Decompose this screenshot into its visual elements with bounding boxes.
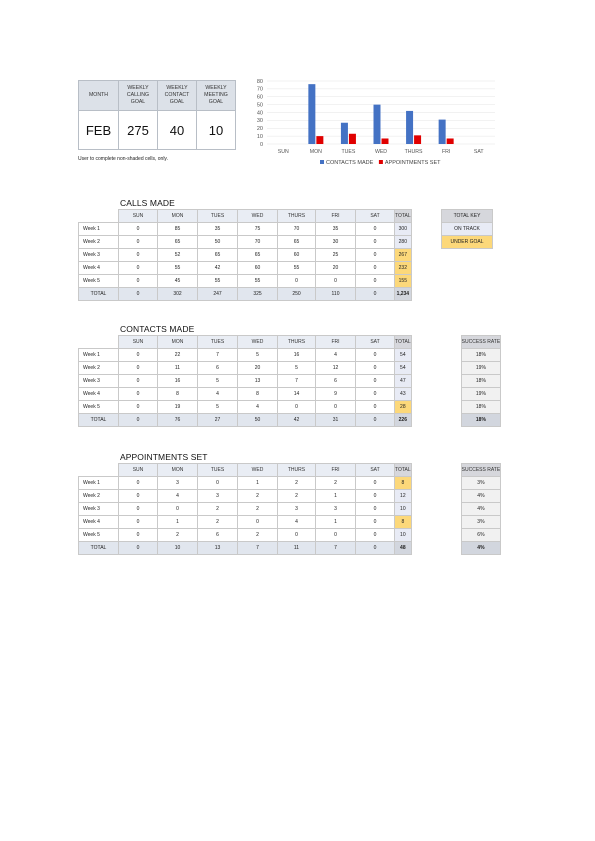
day-cell[interactable]: 2: [198, 516, 238, 529]
day-total: 10: [158, 542, 198, 555]
day-cell[interactable]: 0: [278, 529, 316, 542]
table-row: [79, 490, 501, 503]
day-cell[interactable]: 0: [119, 223, 158, 236]
day-header: TUES: [198, 210, 238, 223]
day-cell[interactable]: 0: [158, 503, 198, 516]
bar-appointments-set: [382, 138, 389, 144]
day-cell[interactable]: 0: [356, 262, 395, 275]
day-cell[interactable]: 70: [278, 223, 316, 236]
day-cell[interactable]: 0: [356, 529, 395, 542]
totals-row: [79, 288, 412, 301]
spacer: [411, 516, 461, 529]
day-header: THURS: [278, 336, 316, 349]
spacer: [411, 362, 461, 375]
day-header: WED: [238, 464, 278, 477]
day-cell[interactable]: 60: [278, 249, 316, 262]
day-cell[interactable]: 13: [238, 375, 278, 388]
day-header: SAT: [356, 464, 395, 477]
day-total: 0: [119, 414, 158, 427]
bar-appointments-set: [447, 138, 454, 144]
day-header: THURS: [278, 210, 316, 223]
day-cell[interactable]: 0: [119, 529, 158, 542]
x-tick-label: SUN: [277, 149, 289, 155]
day-total: 13: [198, 542, 238, 555]
day-header: SAT: [356, 336, 395, 349]
legend-label: APPOINTMENTS SET: [384, 160, 441, 166]
success-rate-cell: 3%: [461, 477, 501, 490]
week-label: Week 5: [79, 401, 119, 414]
day-cell[interactable]: 5: [238, 349, 278, 362]
day-cell[interactable]: 5: [278, 362, 316, 375]
day-cell[interactable]: 55: [158, 262, 198, 275]
week-label: Week 5: [79, 529, 119, 542]
day-total: 0: [356, 414, 395, 427]
day-cell[interactable]: 2: [238, 503, 278, 516]
total-header: TOTAL: [395, 210, 412, 223]
day-cell[interactable]: 55: [238, 275, 278, 288]
appointments-table: [78, 463, 501, 555]
day-cell[interactable]: 0: [119, 516, 158, 529]
x-tick-label: TUES: [341, 149, 356, 155]
day-cell[interactable]: 0: [356, 349, 395, 362]
spacer: [411, 388, 461, 401]
table-row: [79, 401, 501, 414]
y-tick-label: 10: [256, 133, 263, 140]
goal-header: WEEKLY MEETING GOAL: [197, 81, 236, 111]
day-header: WED: [238, 210, 278, 223]
day-cell[interactable]: 7: [278, 375, 316, 388]
goal-header: WEEKLY CONTACT GOAL: [158, 81, 197, 111]
week-total: 280: [395, 236, 412, 249]
table-row: [79, 262, 412, 275]
day-total: 50: [238, 414, 278, 427]
day-cell[interactable]: 6: [198, 529, 238, 542]
day-cell[interactable]: 3: [198, 490, 238, 503]
legend-swatch: [379, 160, 383, 164]
total-header: TOTAL: [395, 464, 412, 477]
table-row: [79, 223, 412, 236]
day-cell[interactable]: 4: [316, 349, 356, 362]
day-cell[interactable]: 75: [238, 223, 278, 236]
calls-table: [78, 209, 412, 301]
total-key-header: TOTAL KEY: [442, 210, 493, 223]
day-cell[interactable]: 2: [158, 529, 198, 542]
day-total: 110: [316, 288, 356, 301]
contact-goal-value[interactable]: 40: [158, 111, 197, 150]
spacer: [411, 464, 461, 477]
day-header: SAT: [356, 210, 395, 223]
day-cell[interactable]: 5: [198, 401, 238, 414]
spacer: [411, 401, 461, 414]
day-cell[interactable]: 2: [278, 490, 316, 503]
day-total: 7: [238, 542, 278, 555]
success-rate-cell: 6%: [461, 529, 501, 542]
week-total: 43: [395, 388, 412, 401]
y-tick-label: 30: [256, 118, 263, 125]
day-cell[interactable]: 0: [356, 490, 395, 503]
success-rate-header: SUCCESS RATE: [461, 336, 501, 349]
x-tick-label: WED: [374, 149, 388, 155]
day-total: 0: [119, 542, 158, 555]
day-cell[interactable]: 0: [119, 375, 158, 388]
week-label: Week 3: [79, 503, 119, 516]
week-total: 8: [395, 516, 412, 529]
success-rate-total: 18%: [461, 414, 501, 427]
calling-goal-value[interactable]: 275: [119, 111, 158, 150]
day-cell[interactable]: 30: [316, 236, 356, 249]
week-label: Week 4: [79, 516, 119, 529]
week-label: Week 2: [79, 362, 119, 375]
y-tick-label: 70: [256, 86, 263, 93]
bar-contacts-made: [439, 120, 446, 144]
day-cell[interactable]: 16: [158, 375, 198, 388]
day-cell[interactable]: 0: [356, 275, 395, 288]
bar-contacts-made: [341, 123, 348, 144]
day-cell[interactable]: 0: [198, 477, 238, 490]
day-cell[interactable]: 0: [278, 275, 316, 288]
appointments-title: APPOINTMENTS SET: [120, 452, 208, 462]
instruction-note: User to complete non-shaded cells, only.: [78, 156, 168, 162]
day-cell[interactable]: 0: [278, 401, 316, 414]
on-track-key: ON TRACK: [442, 223, 493, 236]
day-cell[interactable]: 1: [158, 516, 198, 529]
totals-label: TOTAL: [79, 542, 119, 555]
day-cell[interactable]: 65: [158, 236, 198, 249]
success-rate-cell: 18%: [461, 375, 501, 388]
day-header: WED: [238, 336, 278, 349]
day-total: 0: [356, 288, 395, 301]
success-rate-cell: 19%: [461, 388, 501, 401]
day-cell[interactable]: 20: [238, 362, 278, 375]
day-cell[interactable]: 16: [278, 349, 316, 362]
day-cell[interactable]: 0: [356, 477, 395, 490]
week-total: 8: [395, 477, 412, 490]
day-cell[interactable]: 0: [119, 349, 158, 362]
meeting-goal-value[interactable]: 10: [197, 111, 236, 150]
day-cell[interactable]: 0: [238, 516, 278, 529]
success-rate-cell: 4%: [461, 503, 501, 516]
day-cell[interactable]: 2: [238, 529, 278, 542]
day-cell[interactable]: 0: [356, 236, 395, 249]
day-total: 7: [316, 542, 356, 555]
day-cell[interactable]: 0: [356, 388, 395, 401]
day-total: 42: [278, 414, 316, 427]
day-total: 11: [278, 542, 316, 555]
day-cell[interactable]: 35: [316, 223, 356, 236]
spacer: [411, 414, 461, 427]
y-tick-label: 0: [259, 141, 263, 148]
day-cell[interactable]: 0: [316, 401, 356, 414]
week-total: 10: [395, 529, 412, 542]
totals-row: [79, 414, 501, 427]
day-cell[interactable]: 35: [198, 223, 238, 236]
success-rate-header: SUCCESS RATE: [461, 464, 501, 477]
y-tick-label: 20: [256, 126, 263, 133]
day-cell[interactable]: 0: [356, 223, 395, 236]
day-cell[interactable]: 3: [158, 477, 198, 490]
day-cell[interactable]: 50: [198, 236, 238, 249]
day-cell[interactable]: 0: [119, 388, 158, 401]
day-cell[interactable]: 60: [238, 262, 278, 275]
week-label: Week 2: [79, 236, 119, 249]
day-cell[interactable]: 52: [158, 249, 198, 262]
day-header: THURS: [278, 464, 316, 477]
spacer: [411, 503, 461, 516]
day-header: FRI: [316, 464, 356, 477]
day-cell[interactable]: 0: [356, 362, 395, 375]
week-label: Week 5: [79, 275, 119, 288]
spacer: [411, 490, 461, 503]
week-label: Week 4: [79, 388, 119, 401]
day-header: FRI: [316, 336, 356, 349]
table-row: [79, 249, 412, 262]
day-cell[interactable]: 22: [158, 349, 198, 362]
week-label: Week 1: [79, 223, 119, 236]
day-cell[interactable]: 65: [278, 236, 316, 249]
week-label: Week 1: [79, 477, 119, 490]
totals-label: TOTAL: [79, 288, 119, 301]
x-tick-label: THURS: [404, 149, 423, 155]
day-cell[interactable]: 0: [119, 236, 158, 249]
spacer: [411, 542, 461, 555]
day-cell[interactable]: 4: [158, 490, 198, 503]
legend-swatch: [320, 160, 324, 164]
day-cell[interactable]: 3: [278, 503, 316, 516]
day-cell[interactable]: 55: [278, 262, 316, 275]
calls-title: CALLS MADE: [120, 198, 175, 208]
day-cell[interactable]: 3: [316, 503, 356, 516]
table-row: [79, 529, 501, 542]
week-total: 28: [395, 401, 412, 414]
day-cell[interactable]: 2: [238, 490, 278, 503]
weekly-chart: [250, 76, 500, 172]
day-cell[interactable]: 0: [119, 503, 158, 516]
bar-contacts-made: [308, 84, 315, 144]
day-cell[interactable]: 12: [316, 362, 356, 375]
day-cell[interactable]: 0: [356, 375, 395, 388]
contacts-title: CONTACTS MADE: [120, 324, 195, 334]
day-cell[interactable]: 11: [158, 362, 198, 375]
week-label: Week 3: [79, 375, 119, 388]
y-tick-label: 60: [256, 94, 263, 101]
week-total: 54: [395, 362, 412, 375]
day-header: MON: [158, 210, 198, 223]
corner-cell: [79, 210, 119, 223]
week-total: 12: [395, 490, 412, 503]
x-tick-label: FRI: [441, 149, 451, 155]
table-row: [79, 349, 501, 362]
spacer: [411, 336, 461, 349]
day-cell[interactable]: 1: [316, 516, 356, 529]
day-total: 31: [316, 414, 356, 427]
day-cell[interactable]: 0: [316, 275, 356, 288]
day-cell[interactable]: 20: [316, 262, 356, 275]
day-cell[interactable]: 7: [198, 349, 238, 362]
day-cell[interactable]: 1: [316, 490, 356, 503]
bar-appointments-set: [414, 135, 421, 144]
day-cell[interactable]: 25: [316, 249, 356, 262]
day-cell[interactable]: 45: [158, 275, 198, 288]
table-row: [79, 516, 501, 529]
goal-header: MONTH: [79, 81, 119, 111]
day-total: 302: [158, 288, 198, 301]
table-row: [79, 236, 412, 249]
day-total: 27: [198, 414, 238, 427]
day-cell[interactable]: 55: [198, 275, 238, 288]
week-total: 10: [395, 503, 412, 516]
total-key-table: [441, 209, 493, 249]
day-cell[interactable]: 9: [316, 388, 356, 401]
totals-row: [79, 542, 501, 555]
week-total: 54: [395, 349, 412, 362]
contacts-table: [78, 335, 501, 427]
day-header: TUES: [198, 464, 238, 477]
corner-cell: [79, 464, 119, 477]
day-cell[interactable]: 4: [198, 388, 238, 401]
goals-table: [78, 80, 236, 150]
bar-appointments-set: [349, 134, 356, 144]
day-cell[interactable]: 8: [238, 388, 278, 401]
y-tick-label: 50: [256, 102, 263, 109]
day-cell[interactable]: 0: [356, 516, 395, 529]
day-cell[interactable]: 2: [316, 477, 356, 490]
bar-contacts-made: [374, 105, 381, 144]
day-total: 0: [356, 542, 395, 555]
legend-label: CONTACTS MADE: [326, 160, 374, 166]
week-label: Week 2: [79, 490, 119, 503]
totals-label: TOTAL: [79, 414, 119, 427]
under-goal-key: UNDER GOAL: [442, 236, 493, 249]
day-cell[interactable]: 0: [119, 362, 158, 375]
day-header: SUN: [119, 210, 158, 223]
day-cell[interactable]: 6: [198, 362, 238, 375]
day-cell[interactable]: 1: [238, 477, 278, 490]
day-cell[interactable]: 0: [316, 529, 356, 542]
day-header: SUN: [119, 464, 158, 477]
day-cell[interactable]: 5: [198, 375, 238, 388]
day-cell[interactable]: 0: [356, 401, 395, 414]
day-cell[interactable]: 2: [198, 503, 238, 516]
day-cell[interactable]: 0: [356, 503, 395, 516]
x-tick-label: SAT: [473, 149, 484, 155]
day-cell[interactable]: 42: [198, 262, 238, 275]
success-rate-cell: 19%: [461, 362, 501, 375]
spacer: [411, 349, 461, 362]
day-header: MON: [158, 336, 198, 349]
day-total: 0: [119, 288, 158, 301]
spacer: [411, 477, 461, 490]
week-label: Week 1: [79, 349, 119, 362]
day-total: 247: [198, 288, 238, 301]
success-rate-cell: 4%: [461, 490, 501, 503]
day-cell[interactable]: 65: [238, 249, 278, 262]
week-total: 47: [395, 375, 412, 388]
day-cell[interactable]: 4: [238, 401, 278, 414]
table-row: [79, 375, 501, 388]
day-total: 76: [158, 414, 198, 427]
day-total: 325: [238, 288, 278, 301]
day-cell[interactable]: 6: [316, 375, 356, 388]
table-row: [79, 275, 412, 288]
day-cell[interactable]: 65: [198, 249, 238, 262]
week-label: Week 3: [79, 249, 119, 262]
day-cell[interactable]: 0: [119, 249, 158, 262]
success-rate-total: 4%: [461, 542, 501, 555]
day-header: SUN: [119, 336, 158, 349]
day-cell[interactable]: 19: [158, 401, 198, 414]
day-cell[interactable]: 0: [119, 275, 158, 288]
week-total: 232: [395, 262, 412, 275]
day-cell[interactable]: 0: [119, 477, 158, 490]
day-cell[interactable]: 0: [119, 401, 158, 414]
grand-total: 48: [395, 542, 412, 555]
success-rate-cell: 3%: [461, 516, 501, 529]
table-row: [79, 503, 501, 516]
day-cell[interactable]: 14: [278, 388, 316, 401]
week-total: 300: [395, 223, 412, 236]
day-cell[interactable]: 2: [278, 477, 316, 490]
table-row: [79, 362, 501, 375]
day-cell[interactable]: 70: [238, 236, 278, 249]
spacer: [411, 375, 461, 388]
day-cell[interactable]: 0: [119, 490, 158, 503]
day-header: MON: [158, 464, 198, 477]
success-rate-cell: 18%: [461, 401, 501, 414]
grand-total: 1,234: [395, 288, 412, 301]
corner-cell: [79, 336, 119, 349]
table-row: [79, 477, 501, 490]
week-total: 267: [395, 249, 412, 262]
total-header: TOTAL: [395, 336, 412, 349]
spacer: [411, 529, 461, 542]
success-rate-cell: 18%: [461, 349, 501, 362]
y-tick-label: 40: [256, 110, 263, 117]
month-value[interactable]: FEB: [79, 111, 119, 150]
day-cell[interactable]: 0: [119, 262, 158, 275]
day-header: TUES: [198, 336, 238, 349]
bar-appointments-set: [316, 136, 323, 144]
day-cell[interactable]: 8: [158, 388, 198, 401]
grand-total: 226: [395, 414, 412, 427]
day-total: 250: [278, 288, 316, 301]
day-cell[interactable]: 85: [158, 223, 198, 236]
day-cell[interactable]: 0: [356, 249, 395, 262]
bar-contacts-made: [406, 111, 413, 144]
goal-header: WEEKLY CALLING GOAL: [119, 81, 158, 111]
day-header: FRI: [316, 210, 356, 223]
x-tick-label: MON: [309, 149, 322, 155]
week-label: Week 4: [79, 262, 119, 275]
week-total: 155: [395, 275, 412, 288]
day-cell[interactable]: 4: [278, 516, 316, 529]
y-tick-label: 80: [256, 78, 263, 85]
table-row: [79, 388, 501, 401]
